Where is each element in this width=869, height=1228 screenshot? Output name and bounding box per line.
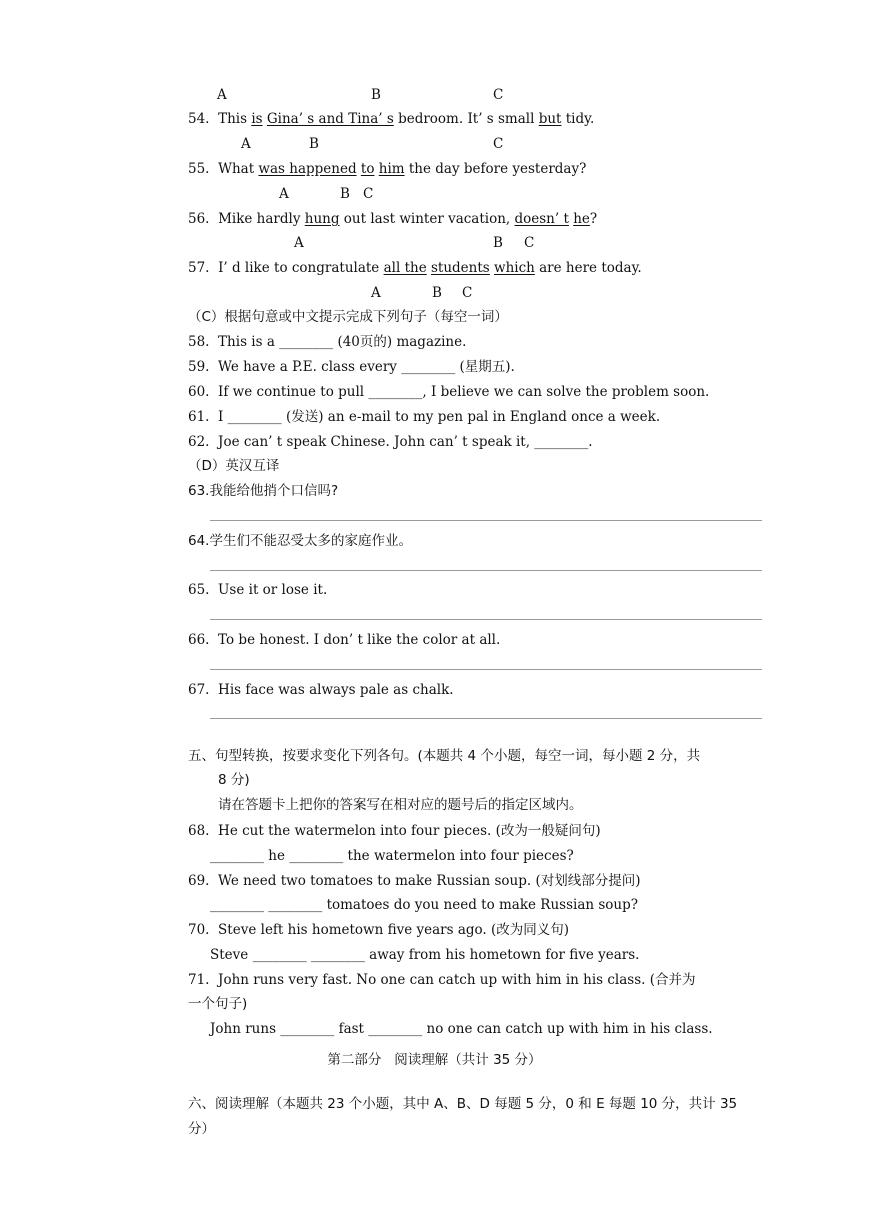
question-number: 54. [188, 111, 210, 127]
answer-line-65 [210, 619, 762, 620]
q54-letter-c: C [493, 136, 504, 152]
question-67: 67. His face was always pale as chalk. [188, 682, 454, 698]
answer-70: Steve ________ ________ away from his hometown for five years. [210, 947, 640, 963]
q55-letter-c: C [363, 186, 374, 202]
question-68: 68. He cut the watermelon into four pieces. (改为一般疑问句) [188, 823, 601, 839]
option-a-underlined: was happened [258, 161, 357, 177]
section-5-heading: 五、句型转换，按要求变化下列各句。(本题共 4 个小题，每空一词，每小题 2 分，共 [188, 748, 701, 764]
answer-line-63 [210, 520, 762, 521]
question-63: 63.我能给他捎个口信吗? [188, 483, 339, 499]
option-b-underlined: students [430, 260, 490, 276]
answer-69: ________ ________ tomatoes do you need to make Russian soup? [210, 897, 639, 913]
q56-letter-c: C [524, 235, 535, 251]
option-c-underlined: which [494, 260, 535, 276]
answer-line-67 [210, 718, 762, 719]
section-5-heading-cont: 8 分) [218, 772, 250, 788]
question-65: 65. Use it or lose it. [188, 582, 328, 598]
question-71: 71. John runs very fast. No one can catch up with him in his class. (合并为 [188, 972, 696, 988]
q57-letter-c: C [462, 285, 473, 301]
option-c-underlined: he [573, 211, 590, 227]
question-55: 55. What was happened to him the day before yesterday? [188, 161, 587, 177]
question-54: 54. This is Gina’ s and Tina’ s bedroom. It’ s small but tidy. [188, 111, 595, 127]
part-2-title: 第二部分 阅读理解（共计 35 分） [327, 1052, 542, 1068]
option-b-underlined: doesn’ t [514, 211, 569, 227]
option-a-underlined: hung [304, 211, 340, 227]
question-64: 64.学生们不能忍受太多的家庭作业。 [188, 533, 412, 549]
q53-letter-c: C [493, 87, 504, 103]
option-c-underlined: him [378, 161, 405, 177]
q53-letter-a: A [217, 87, 227, 103]
q53-letter-b: B [371, 87, 381, 103]
section-5-note: 请在答题卡上把你的答案写在相对应的题号后的指定区域内。 [218, 797, 583, 813]
question-61: 61. I ________ (发送) an e-mail to my pen pal in England once a week. [188, 409, 661, 425]
question-60: 60. If we continue to pull ________, I believe we can solve the problem soon. [188, 384, 710, 400]
question-71-cont: 一个句子) [188, 996, 248, 1012]
section-6-heading-cont: 分） [188, 1121, 215, 1137]
option-b-underlined: Gina’ s and Tina’ s [266, 111, 394, 127]
option-a-underlined: is [251, 111, 263, 127]
option-c-underlined: but [538, 111, 562, 127]
q55-letter-b: B [340, 186, 350, 202]
question-59: 59. We have a P.E. class every ________ (星期五). [188, 359, 515, 375]
q55-letter-a: A [279, 186, 289, 202]
answer-71: John runs ________ fast ________ no one can catch up with him in his class. [210, 1021, 713, 1037]
option-b-underlined: to [360, 161, 375, 177]
question-62: 62. Joe can’ t speak Chinese. John can’ t speak it, ________. [188, 434, 593, 450]
answer-line-64 [210, 570, 762, 571]
question-58: 58. This is a ________ (40页的) magazine. [188, 334, 467, 350]
q56-letter-a: A [294, 235, 304, 251]
q57-letter-b: B [432, 285, 442, 301]
q54-letter-a: A [241, 136, 251, 152]
question-66: 66. To be honest. I don’ t like the color at all. [188, 632, 501, 648]
q57-letter-a: A [371, 285, 381, 301]
question-69: 69. We need two tomatoes to make Russian soup. (对划线部分提问) [188, 873, 641, 889]
q54-letter-b: B [309, 136, 319, 152]
option-a-underlined: all the [383, 260, 427, 276]
question-57: 57. I’ d like to congratulate all the students which are here today. [188, 260, 642, 276]
q56-letter-b: B [493, 235, 503, 251]
question-70: 70. Steve left his hometown five years ago. (改为同义句) [188, 922, 570, 938]
answer-68: ________ he ________ the watermelon into four pieces? [210, 848, 574, 864]
section-6-heading: 六、阅读理解（本题共 23 个小题，其中 A、B、D 每题 5 分，0 和 E 每题 10 分，共计 35 [188, 1096, 738, 1112]
section-c-heading: （C）根据句意或中文提示完成下列句子（每空一词） [188, 309, 508, 325]
section-d-heading: （D）英汉互译 [188, 458, 280, 474]
question-56: 56. Mike hardly hung out last winter vacation, doesn’ t he? [188, 211, 598, 227]
answer-line-66 [210, 669, 762, 670]
